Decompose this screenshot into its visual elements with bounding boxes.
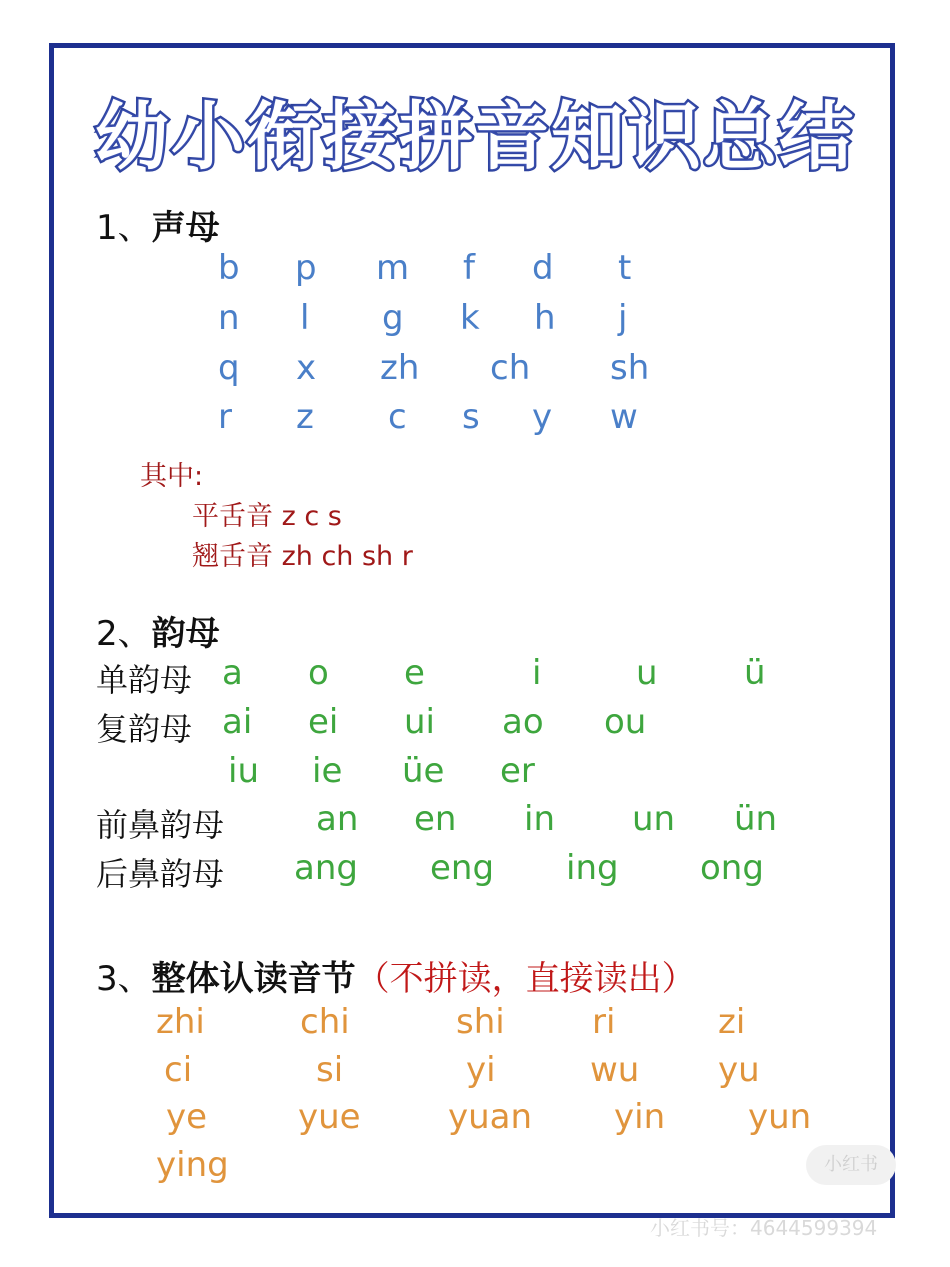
- syllable: yun: [748, 1097, 812, 1137]
- final: o: [308, 653, 329, 693]
- section3-note: （不拼读，直接读出）: [355, 959, 696, 999]
- initial: w: [610, 397, 638, 437]
- syllable: ri: [592, 1002, 616, 1042]
- final: in: [524, 799, 555, 839]
- final: ai: [222, 702, 253, 742]
- initial: g: [382, 298, 404, 338]
- syllable: zi: [718, 1002, 746, 1042]
- initial: sh: [610, 348, 650, 388]
- syllable: shi: [456, 1002, 505, 1042]
- initial: c: [388, 397, 407, 437]
- final: un: [632, 799, 676, 839]
- initial: p: [295, 248, 317, 288]
- final: ün: [734, 799, 778, 839]
- initial: j: [618, 298, 628, 338]
- watermark-text: 小红书号：4644599394: [650, 1216, 878, 1240]
- syllable: zhi: [156, 1002, 205, 1042]
- section3-number: 3、: [96, 959, 152, 999]
- syllable: yu: [718, 1050, 760, 1090]
- final: a: [222, 653, 243, 693]
- final: ing: [566, 848, 619, 888]
- initial: x: [296, 348, 317, 388]
- final: iu: [228, 751, 259, 791]
- flat-tongue-note: 平舌音 z c s: [192, 501, 342, 532]
- single-vowels-label: 单韵母: [96, 661, 193, 699]
- syllable: ci: [164, 1050, 193, 1090]
- section2-heading: [96, 606, 220, 655]
- initial: zh: [380, 348, 420, 388]
- final: en: [414, 799, 457, 839]
- curled-tongue-note: 翘舌音 zh ch sh r: [192, 541, 413, 572]
- final: eng: [430, 848, 495, 888]
- note-title: 其中:: [140, 461, 204, 492]
- syllable: si: [316, 1050, 344, 1090]
- syllable: yuan: [448, 1097, 533, 1137]
- syllable: ye: [166, 1097, 208, 1137]
- initial: k: [460, 298, 480, 338]
- section3-label: 整体认读音节: [151, 959, 356, 999]
- syllable: chi: [300, 1002, 350, 1042]
- syllable: ying: [156, 1145, 229, 1185]
- final: ao: [502, 702, 544, 742]
- section3-heading: [96, 951, 696, 1000]
- final: u: [636, 653, 658, 693]
- final: an: [316, 799, 359, 839]
- final: ang: [294, 848, 358, 888]
- initial: h: [534, 298, 556, 338]
- final: ie: [312, 751, 343, 791]
- final: ou: [604, 702, 647, 742]
- final: ong: [700, 848, 764, 888]
- initial: r: [218, 397, 232, 437]
- syllable: wu: [590, 1050, 640, 1090]
- syllable: yue: [298, 1097, 361, 1137]
- initial: b: [218, 248, 240, 288]
- initial: t: [618, 248, 632, 288]
- front-nasal-label: 前鼻韵母: [96, 806, 225, 844]
- section1-label: 声母: [151, 208, 220, 248]
- initial: s: [462, 397, 480, 437]
- syllable: yin: [614, 1097, 666, 1137]
- final: er: [500, 751, 535, 791]
- final: ü: [744, 653, 766, 693]
- section2-number: 2、: [96, 614, 152, 654]
- initial: d: [532, 248, 554, 288]
- section1-number: 1、: [96, 208, 152, 248]
- watermark-badge: 小红书: [806, 1145, 896, 1185]
- final: i: [532, 653, 542, 693]
- final: e: [404, 653, 425, 693]
- section1-heading: [96, 200, 220, 249]
- compound-vowels-label: 复韵母: [96, 710, 193, 748]
- final: ui: [404, 702, 435, 742]
- section2-label: 韵母: [151, 614, 220, 654]
- initial: z: [296, 397, 314, 437]
- initial: l: [300, 298, 310, 338]
- initial: m: [376, 248, 410, 288]
- back-nasal-label: 后鼻韵母: [96, 855, 225, 893]
- final: ei: [308, 702, 339, 742]
- final: üe: [402, 751, 445, 791]
- initial: ch: [490, 348, 531, 388]
- syllable: yi: [466, 1050, 496, 1090]
- page-title: 幼小衔接拼音知识总结: [95, 94, 855, 180]
- initial: y: [532, 397, 553, 437]
- initial: n: [218, 298, 240, 338]
- initial: q: [218, 348, 240, 388]
- initial: f: [463, 248, 475, 288]
